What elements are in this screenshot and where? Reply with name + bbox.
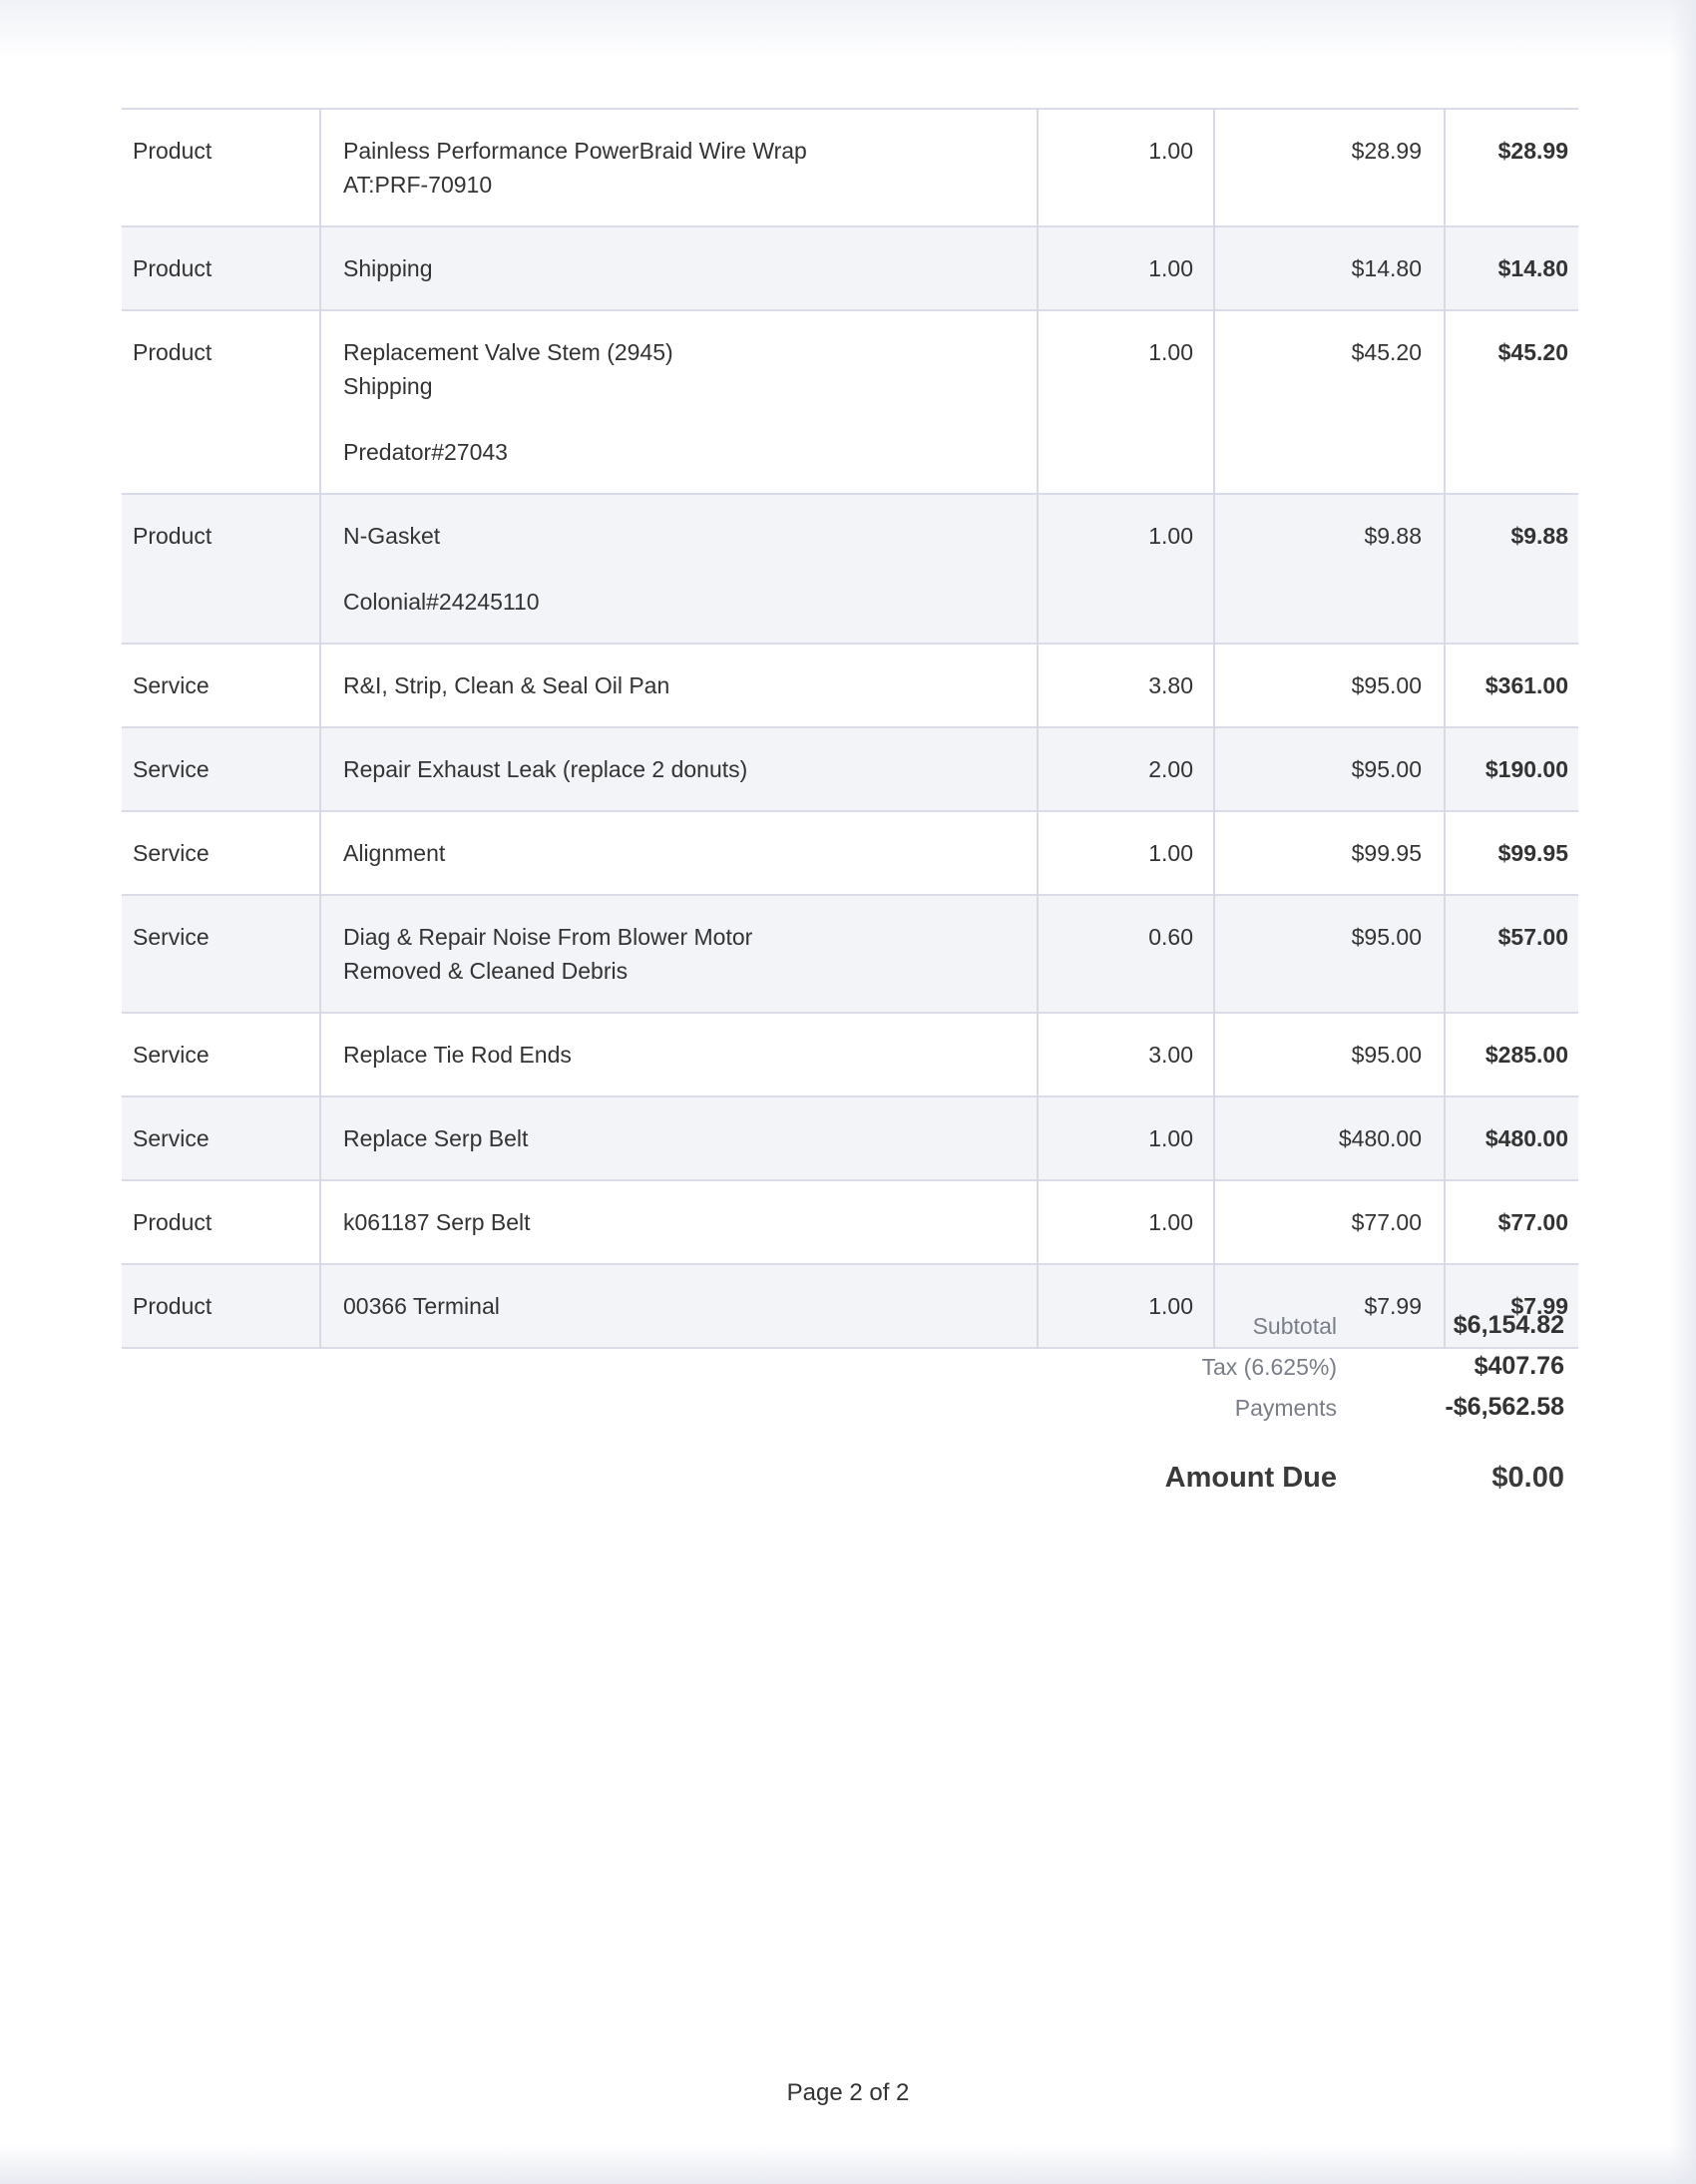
line-items-table — [122, 108, 1578, 1349]
item-quantity: 1.00 — [1038, 811, 1214, 895]
line-item-row — [122, 1180, 1578, 1264]
line-item-row — [122, 310, 1578, 494]
description-line: Removed & Cleaned Debris — [343, 958, 629, 984]
item-quantity: 1.00 — [1038, 109, 1214, 226]
item-type: Product — [122, 1264, 320, 1348]
description-line: k061187 Serp Belt — [343, 1209, 531, 1235]
item-amount: $7.99 — [1445, 1264, 1578, 1348]
item-type: Service — [122, 1096, 320, 1180]
payments-value: -$6,562.58 — [1445, 1393, 1564, 1421]
subtotal-label: Subtotal — [1252, 1313, 1337, 1339]
line-item-row — [122, 226, 1578, 310]
item-description — [320, 494, 1038, 644]
amount-due-row — [1097, 1448, 1566, 1518]
description-line: N-Gasket — [343, 523, 441, 549]
item-amount: $57.00 — [1445, 895, 1578, 1013]
description-gap — [343, 553, 1036, 585]
amount-due-label: Amount Due — [1164, 1462, 1337, 1494]
description-line: Replace Serp Belt — [343, 1125, 529, 1151]
item-type: Service — [122, 727, 320, 811]
item-type: Product — [122, 494, 320, 644]
description-line: AT:PRF-70910 — [343, 172, 493, 198]
item-rate: $77.00 — [1214, 1180, 1445, 1264]
item-quantity: 1.00 — [1038, 1264, 1214, 1348]
item-type: Service — [122, 644, 320, 727]
item-rate: $99.95 — [1214, 811, 1445, 895]
item-quantity: 0.60 — [1038, 895, 1214, 1013]
item-description — [320, 109, 1038, 226]
line-item-row — [122, 109, 1578, 226]
item-amount: $28.99 — [1497, 138, 1568, 164]
item-rate: $480.00 — [1214, 1096, 1445, 1180]
item-description — [320, 727, 1038, 811]
description-line: Predator#27043 — [343, 439, 508, 465]
item-rate: $45.20 — [1214, 310, 1445, 494]
item-quantity: 3.00 — [1038, 1013, 1214, 1096]
line-items-body — [122, 109, 1578, 1348]
item-quantity: 3.80 — [1038, 644, 1214, 727]
scan-shadow-bottom — [0, 2144, 1696, 2184]
item-rate: $7.99 — [1214, 1264, 1445, 1348]
item-type: Product — [122, 109, 320, 226]
item-quantity: 2.00 — [1038, 727, 1214, 811]
item-description — [320, 226, 1038, 310]
description-line: Diag & Repair Noise From Blower Motor — [343, 924, 753, 950]
description-line: Repair Exhaust Leak (replace 2 donuts) — [343, 756, 748, 782]
subtotal-row — [1097, 1307, 1566, 1348]
item-rate: $28.99 — [1214, 109, 1445, 226]
item-quantity: 1.00 — [1038, 310, 1214, 494]
line-item-row — [122, 1013, 1578, 1096]
amount-due-value: $0.00 — [1491, 1462, 1564, 1494]
item-rate: $9.88 — [1214, 494, 1445, 644]
item-rate: $95.00 — [1214, 644, 1445, 727]
line-item-row — [122, 727, 1578, 811]
item-description — [320, 1013, 1038, 1096]
item-description — [320, 1096, 1038, 1180]
item-description — [320, 1264, 1038, 1348]
item-quantity: 1.00 — [1038, 494, 1214, 644]
page-footer — [0, 2079, 1696, 2107]
item-amount: $45.20 — [1497, 339, 1568, 365]
item-description — [320, 895, 1038, 1013]
item-type: Product — [122, 226, 320, 310]
line-item-row — [122, 811, 1578, 895]
item-rate: $95.00 — [1214, 727, 1445, 811]
item-amount: $480.00 — [1445, 1096, 1578, 1180]
item-amount: $77.00 — [1497, 1209, 1568, 1235]
description-line: Shipping — [343, 255, 433, 281]
item-amount: $99.95 — [1497, 840, 1568, 866]
tax-value: $407.76 — [1474, 1352, 1564, 1380]
line-item-row — [122, 494, 1578, 644]
description-line: 00366 Terminal — [343, 1293, 500, 1319]
description-gap — [343, 403, 1036, 435]
scan-shadow-right — [1670, 0, 1696, 2184]
item-quantity: 1.00 — [1038, 1180, 1214, 1264]
totals-section — [1097, 1307, 1566, 1518]
item-rate: $95.00 — [1214, 895, 1445, 1013]
item-type: Service — [122, 1013, 320, 1096]
item-rate: $14.80 — [1214, 226, 1445, 310]
description-line: Painless Performance PowerBraid Wire Wrap — [343, 138, 807, 164]
item-description — [320, 1180, 1038, 1264]
item-description — [320, 644, 1038, 727]
item-amount: $9.88 — [1445, 494, 1578, 644]
item-amount: $285.00 — [1484, 1042, 1568, 1068]
item-description — [320, 310, 1038, 494]
subtotal-value: $6,154.82 — [1453, 1311, 1564, 1339]
page-number: Page 2 of 2 — [786, 2079, 910, 2106]
scan-shadow-top — [0, 0, 1696, 60]
tax-label: Tax (6.625%) — [1201, 1354, 1337, 1380]
item-quantity: 1.00 — [1038, 226, 1214, 310]
item-amount: $190.00 — [1445, 727, 1578, 811]
item-type: Product — [122, 310, 320, 494]
item-type: Product — [122, 1180, 320, 1264]
line-item-row — [122, 895, 1578, 1013]
line-item-row — [122, 1096, 1578, 1180]
description-line: Colonial#24245110 — [343, 589, 540, 615]
item-rate: $95.00 — [1214, 1013, 1445, 1096]
item-type: Service — [122, 811, 320, 895]
item-type: Service — [122, 895, 320, 1013]
payments-label: Payments — [1234, 1395, 1337, 1421]
description-line: Alignment — [343, 840, 446, 866]
line-item-row — [122, 644, 1578, 727]
item-amount: $14.80 — [1445, 226, 1578, 310]
tax-row — [1097, 1348, 1566, 1389]
description-line: Replace Tie Rod Ends — [343, 1042, 572, 1068]
item-amount: $361.00 — [1484, 672, 1568, 698]
description-line: R&I, Strip, Clean & Seal Oil Pan — [343, 672, 670, 698]
description-line: Shipping — [343, 373, 433, 399]
item-description — [320, 811, 1038, 895]
item-quantity: 1.00 — [1038, 1096, 1214, 1180]
description-line: Replacement Valve Stem (2945) — [343, 339, 673, 365]
payments-row — [1097, 1389, 1566, 1430]
